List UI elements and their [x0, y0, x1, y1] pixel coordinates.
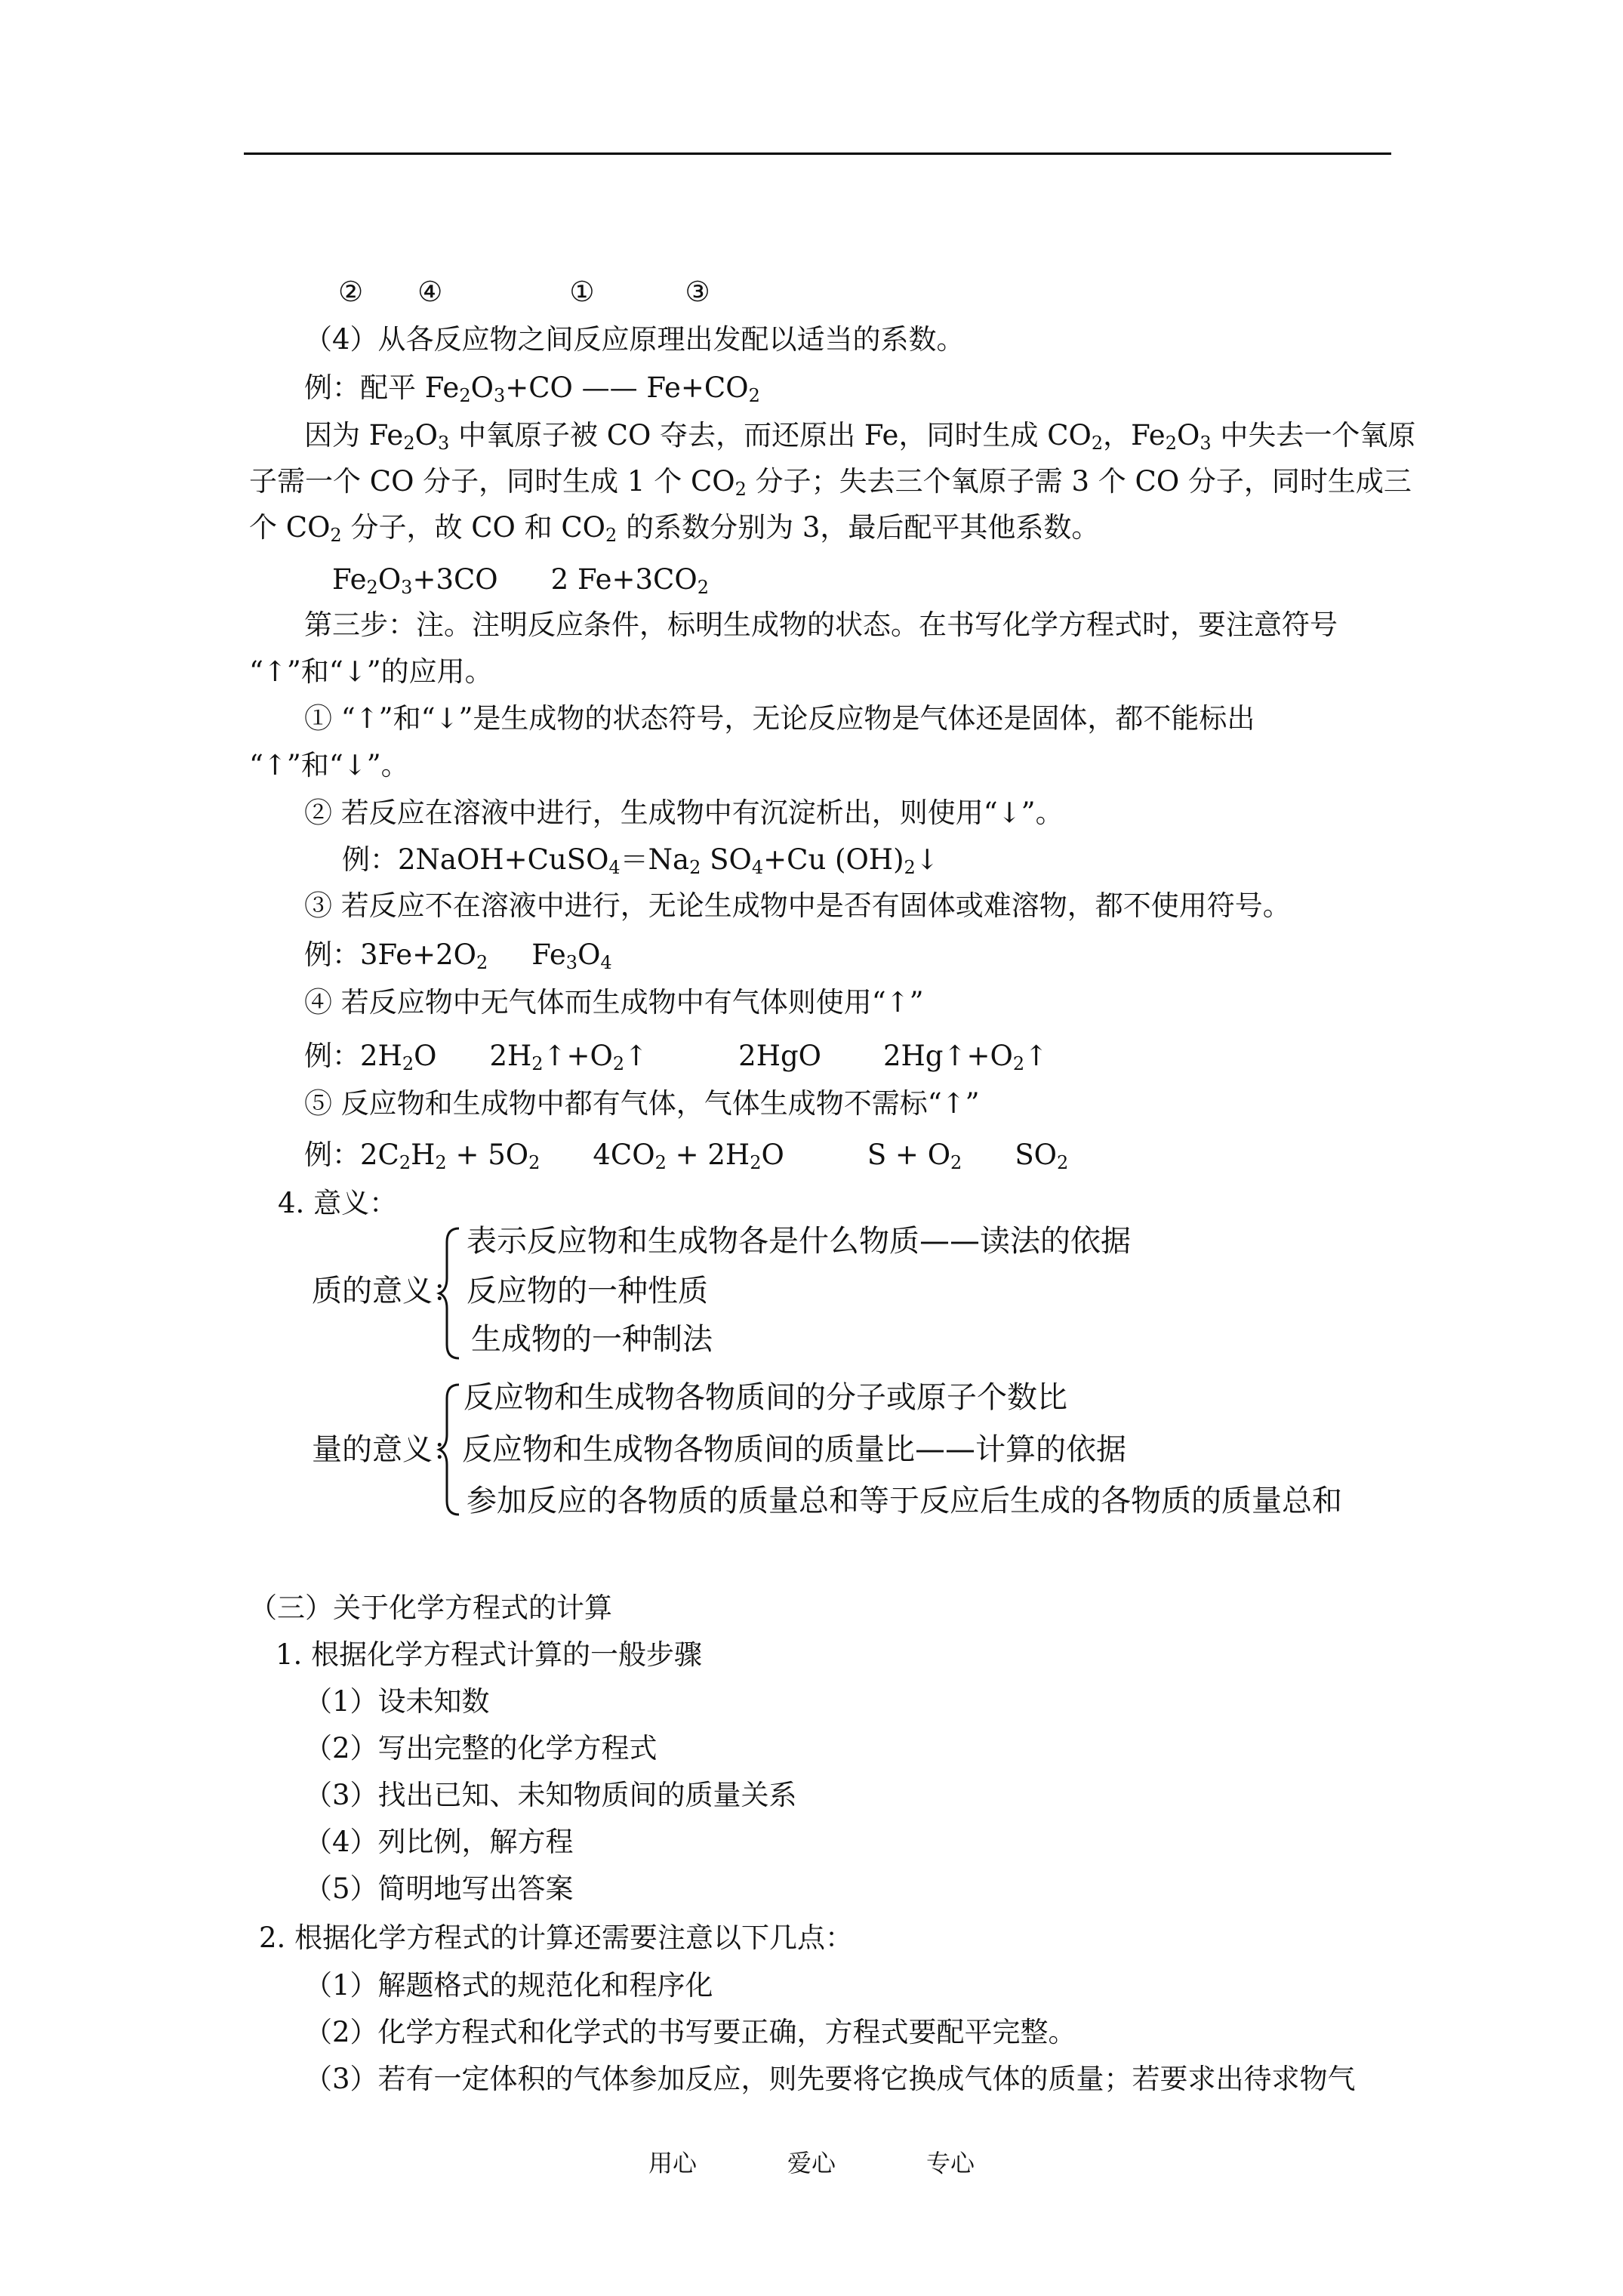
- circled-3: ③: [685, 276, 710, 308]
- rule3-example: 例：$3Fe+2O_2$ $Fe_3O_4$: [304, 938, 612, 973]
- circled-2: ②: [338, 276, 364, 308]
- footer-item-3: 专心: [926, 2149, 975, 2177]
- rule4: ④ 若反应物中无气体而生成物中有气体则使用“↑”: [304, 986, 924, 1019]
- step4-example: 例：配平 $Fe_2O_3+CO$ —— $Fe+CO_2$: [304, 371, 760, 406]
- note-item-1: （1）解题格式的规范化和程序化: [304, 1969, 713, 2002]
- step-item-3: （3）找出已知、未知物质间的质量关系: [304, 1779, 797, 1811]
- quality-item-3: 生成物的一种制法: [471, 1322, 713, 1357]
- quantity-item-2: 反应物和生成物各物质间的质量比——计算的依据: [462, 1432, 1126, 1467]
- footer-item-1: 用心: [648, 2149, 697, 2177]
- quantity-brace: [436, 1382, 463, 1518]
- rule1-line-a: ① “↑”和“↓”是生成物的状态符号，无论反应物是气体还是固体，都不能标出: [304, 702, 1255, 735]
- quality-brace: [436, 1225, 463, 1361]
- step3-line2: “↑”和“↓”的应用。: [249, 655, 493, 688]
- section3-heading: （三）关于化学方程式的计算: [249, 1592, 612, 1624]
- circled-1: ①: [569, 276, 595, 308]
- quantity-item-3: 参加反应的各物质的质量总和等于反应后生成的各物质的质量总和: [467, 1484, 1342, 1518]
- footer-item-2: 爱心: [787, 2149, 836, 2177]
- quantity-item-1: 反应物和生成物各物质间的分子或原子个数比: [463, 1380, 1067, 1415]
- rule2-example: 例：$2NaOH+CuSO_4=Na_2$ $SO_4+Cu$ $(OH)_2↓$: [342, 843, 939, 878]
- step-item-5: （5）简明地写出答案: [304, 1872, 574, 1905]
- rule4-example: 例：$2H_2O$ $2H_2↑+O_2↑$ 2HgO $2Hg↑+O_2↑$: [304, 1040, 1049, 1074]
- step-item-1: （1）设未知数: [304, 1685, 490, 1718]
- note-item-3: （3）若有一定体积的气体参加反应，则先要将它换成气体的质量；若要求出待求物气: [304, 2063, 1356, 2095]
- quality-label: 质的意义：: [312, 1274, 463, 1308]
- header-rule: [244, 153, 1391, 155]
- rule1-line-b: “↑”和“↓”。: [249, 749, 409, 781]
- step4-heading: （4）从各反应物之间反应原理出发配以适当的系数。: [304, 323, 965, 356]
- step-item-4: （4）列比例，解方程: [304, 1826, 574, 1858]
- steps-heading: 1. 根据化学方程式计算的一般步骤: [276, 1638, 703, 1671]
- quality-item-2: 反应物的一种性质: [467, 1274, 708, 1308]
- circled-order-line: [338, 276, 710, 309]
- rule5: ⑤ 反应物和生成物中都有气体，气体生成物不需标“↑”: [304, 1087, 980, 1120]
- quality-item-1: 表示反应物和生成物各是什么物质——读法的依据: [467, 1224, 1131, 1259]
- note-item-2: （2）化学方程式和化学式的书写要正确，方程式要配平完整。: [304, 2016, 1076, 2048]
- rule2: ② 若反应在溶液中进行，生成物中有沉淀析出，则使用“↓”。: [304, 797, 1064, 829]
- step4-explain-line1: 因为 $Fe_2O_3$ 中氧原子被 CO 夺去，而还原出 Fe，同时生成 $CO_2$，$Fe_2O_3$ 中失去一个氧原: [304, 419, 1416, 454]
- quantity-label: 量的意义：: [312, 1432, 463, 1467]
- notes-heading: 2. 根据化学方程式的计算还需要注意以下几点：: [259, 1922, 854, 1954]
- rule3: ③ 若反应不在溶液中进行，无论生成物中是否有固体或难溶物，都不使用符号。: [304, 889, 1291, 922]
- rule5-example: 例：$2C_2H_2 + 5O_2$ $4CO_2 + 2H_2O$ $S + O_2$ $SO_2$: [304, 1139, 1069, 1173]
- step3-line1: 第三步：注。注明反应条件，标明生成物的状态。在书写化学方程式时，要注意符号: [304, 609, 1338, 641]
- meaning-heading: 4. 意义：: [278, 1187, 398, 1219]
- step4-explain-line3: 个 $CO_2$ 分子，故 CO 和 $CO_2$ 的系数分别为 3，最后配平其他系数。: [249, 511, 1100, 546]
- step-item-2: （2）写出完整的化学方程式: [304, 1732, 658, 1764]
- circled-4: ④: [417, 276, 443, 308]
- step4-explain-line2: 子需一个 CO 分子，同时生成 1 个 $CO_2$ 分子；失去三个氧原子需 3 个 CO 分子，同时生成三: [249, 465, 1412, 500]
- step4-result: $Fe_2O_3+3CO$ 2 $Fe+3CO_2$: [332, 563, 709, 598]
- page-footer: [0, 2144, 1623, 2179]
